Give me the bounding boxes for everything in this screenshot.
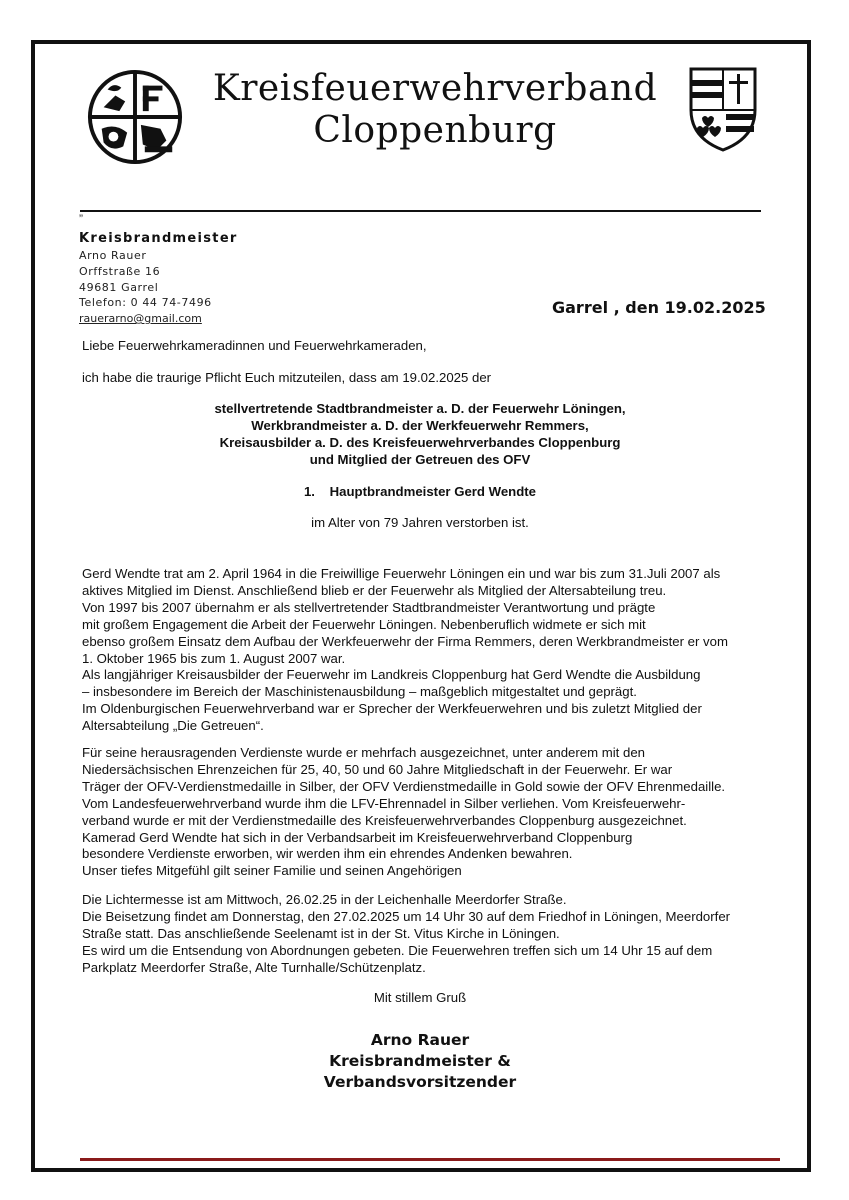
sender-phone: Telefon: 0 44 74-7496: [79, 296, 212, 310]
sender-role: Kreisbrandmeister: [79, 231, 238, 246]
sender-block: [79, 231, 238, 327]
paragraph-line: verband wurde er mit der Verdienstmedaille des Kreisfeuerwehrverbandes Cloppenburg ausgezeichnet.: [82, 812, 687, 828]
closing-greeting: Mit stillem Gruß: [373, 990, 467, 1005]
organization-title-line2: Cloppenburg: [313, 110, 557, 151]
paragraph-line: Träger der OFV-Verdienstmedaille in Silber, der OFV Verdienstmedaille in Gold sowie der OFV Ehrenmedaille.: [82, 778, 726, 794]
header-divider: [80, 210, 761, 212]
deceased-name: 1. Hauptbrandmeister Gerd Wendte: [303, 484, 537, 499]
signature-title: Kreisbrandmeister &: [329, 1052, 511, 1070]
funeral-details-paragraph: [82, 892, 782, 977]
paragraph-line: Es wird um die Entsendung von Abordnungen gebeten. Die Feuerwehren treffen sich um 14 Uhr 15 auf dem: [82, 942, 713, 958]
title-line: und Mitglied der Getreuen des OFV: [309, 452, 531, 467]
paragraph-line: Niedersächsischen Ehrenzeichen für 25, 40, 50 und 60 Jahre Mitgliedschaft in der Feuerwehr. Er war: [82, 761, 673, 777]
paragraph-line: Gerd Wendte trat am 2. April 1964 in die Freiwillige Feuerwehr Löningen ein und war bis zum 31.Juli 2007 als: [82, 566, 721, 581]
paragraph-line: – insbesondere im Bereich der Maschinistenausbildung – maßgeblich mitgestaltet und geprägt.: [82, 684, 637, 700]
title-line: Werkbrandmeister a. D. der Werkfeuerwehr Remmers,: [251, 418, 589, 433]
paragraph-line: 1. Oktober 1965 bis zum 1. August 2007 war.: [82, 650, 346, 666]
sender-city: 49681 Garrel: [79, 280, 159, 294]
title-line: Kreisausbilder a. D. des Kreisfeuerwehrverbandes Cloppenburg: [219, 435, 621, 450]
paragraph-line: Straße statt. Das anschließende Seelenamt ist in der St. Vitus Kirche in Löningen.: [82, 925, 560, 941]
paragraph-line: Im Oldenburgischen Feuerwehrverband war er Sprecher der Werkfeuerwehren und bis zuletzt Mitglied der: [82, 701, 702, 717]
sender-email-link[interactable]: rauerarno@gmail.com: [79, 312, 202, 326]
paragraph-line: Für seine herausragenden Verdienste wurde er mehrfach ausgezeichnet, unter anderem mit den: [82, 745, 645, 760]
paragraph-line: Kamerad Gerd Wendte hat sich in der Verbandsarbeit im Kreisfeuerwehrverband Cloppenburg: [82, 829, 633, 845]
signature-title: Verbandsvorsitzender: [323, 1073, 517, 1091]
intro-text: ich habe die traurige Pflicht Euch mitzuteilen, dass am 19.02.2025 der: [82, 370, 492, 385]
organization-title-line1: Kreisfeuerwehrverband: [212, 68, 658, 109]
paragraph-line: mit großem Engagement die Arbeit der Feuerwehr Löningen. Nebenberuflich widmete er sich mit: [82, 616, 646, 632]
paragraph-line: Unser tiefes Mitgefühl gilt seiner Familie und seinen Angehörigen: [82, 863, 462, 879]
coat-of-arms-icon: [688, 66, 758, 152]
paragraph-line: ebenso großem Einsatz dem Aufbau der Werkfeuerwehr der Firma Remmers, deren Werkbrandmeister er vom: [82, 633, 728, 649]
paragraph-line: besondere Verdienste erworben, wir werden ihm ein ehrendes Andenken bewahren.: [82, 846, 573, 862]
paragraph-line: Die Beisetzung findet am Donnerstag, den 27.02.2025 um 14 Uhr 30 auf dem Friedhof in Löningen, Meerdorfer: [82, 908, 731, 924]
footer-divider: [80, 1158, 780, 1161]
biography-paragraph: [82, 566, 782, 735]
age-text: im Alter von 79 Jahren verstorben ist.: [311, 515, 529, 530]
sender-street: Orffstraße 16: [79, 264, 161, 278]
title-line: stellvertretende Stadtbrandmeister a. D. der Feuerwehr Löningen,: [214, 401, 626, 416]
honors-paragraph: [82, 745, 782, 880]
quote-mark: ”: [79, 212, 83, 226]
signature-block: [150, 1030, 690, 1093]
paragraph-line: Von 1997 bis 2007 übernahm er als stellvertretender Stadtbrandmeister Verantwortung und prägte: [82, 599, 656, 615]
paragraph-line: Vom Landesfeuerwehrverband wurde ihm die LFV-Ehrennadel in Silber verliehen. Vom Kreisfeuerwehr-: [82, 795, 686, 811]
signature-name: Arno Rauer: [370, 1031, 470, 1049]
paragraph-line: Die Lichtermesse ist am Mittwoch, 26.02.25 in der Leichenhalle Meerdorfer Straße.: [82, 892, 567, 907]
fire-brigade-emblem-icon: [86, 68, 184, 166]
letter-date: Garrel , den 19.02.2025: [552, 298, 766, 317]
salutation: Liebe Feuerwehrkameradinnen und Feuerwehrkameraden,: [82, 338, 427, 353]
paragraph-line: aktives Mitglied im Dienst. Anschließend blieb er der Feuerwehr als Mitglied der Altersabteilung treu.: [82, 582, 667, 598]
sender-name: Arno Rauer: [79, 249, 147, 262]
deceased-titles: [150, 400, 690, 468]
paragraph-line: Als langjähriger Kreisausbilder der Feuerwehr im Landkreis Cloppenburg hat Gerd Wendte die Ausbildung: [82, 667, 701, 683]
paragraph-line: Altersabteilung „Die Getreuen“.: [82, 718, 264, 734]
paragraph-line: Parkplatz Meerdorfer Straße, Alte Turnhalle/Schützenplatz.: [82, 959, 426, 975]
